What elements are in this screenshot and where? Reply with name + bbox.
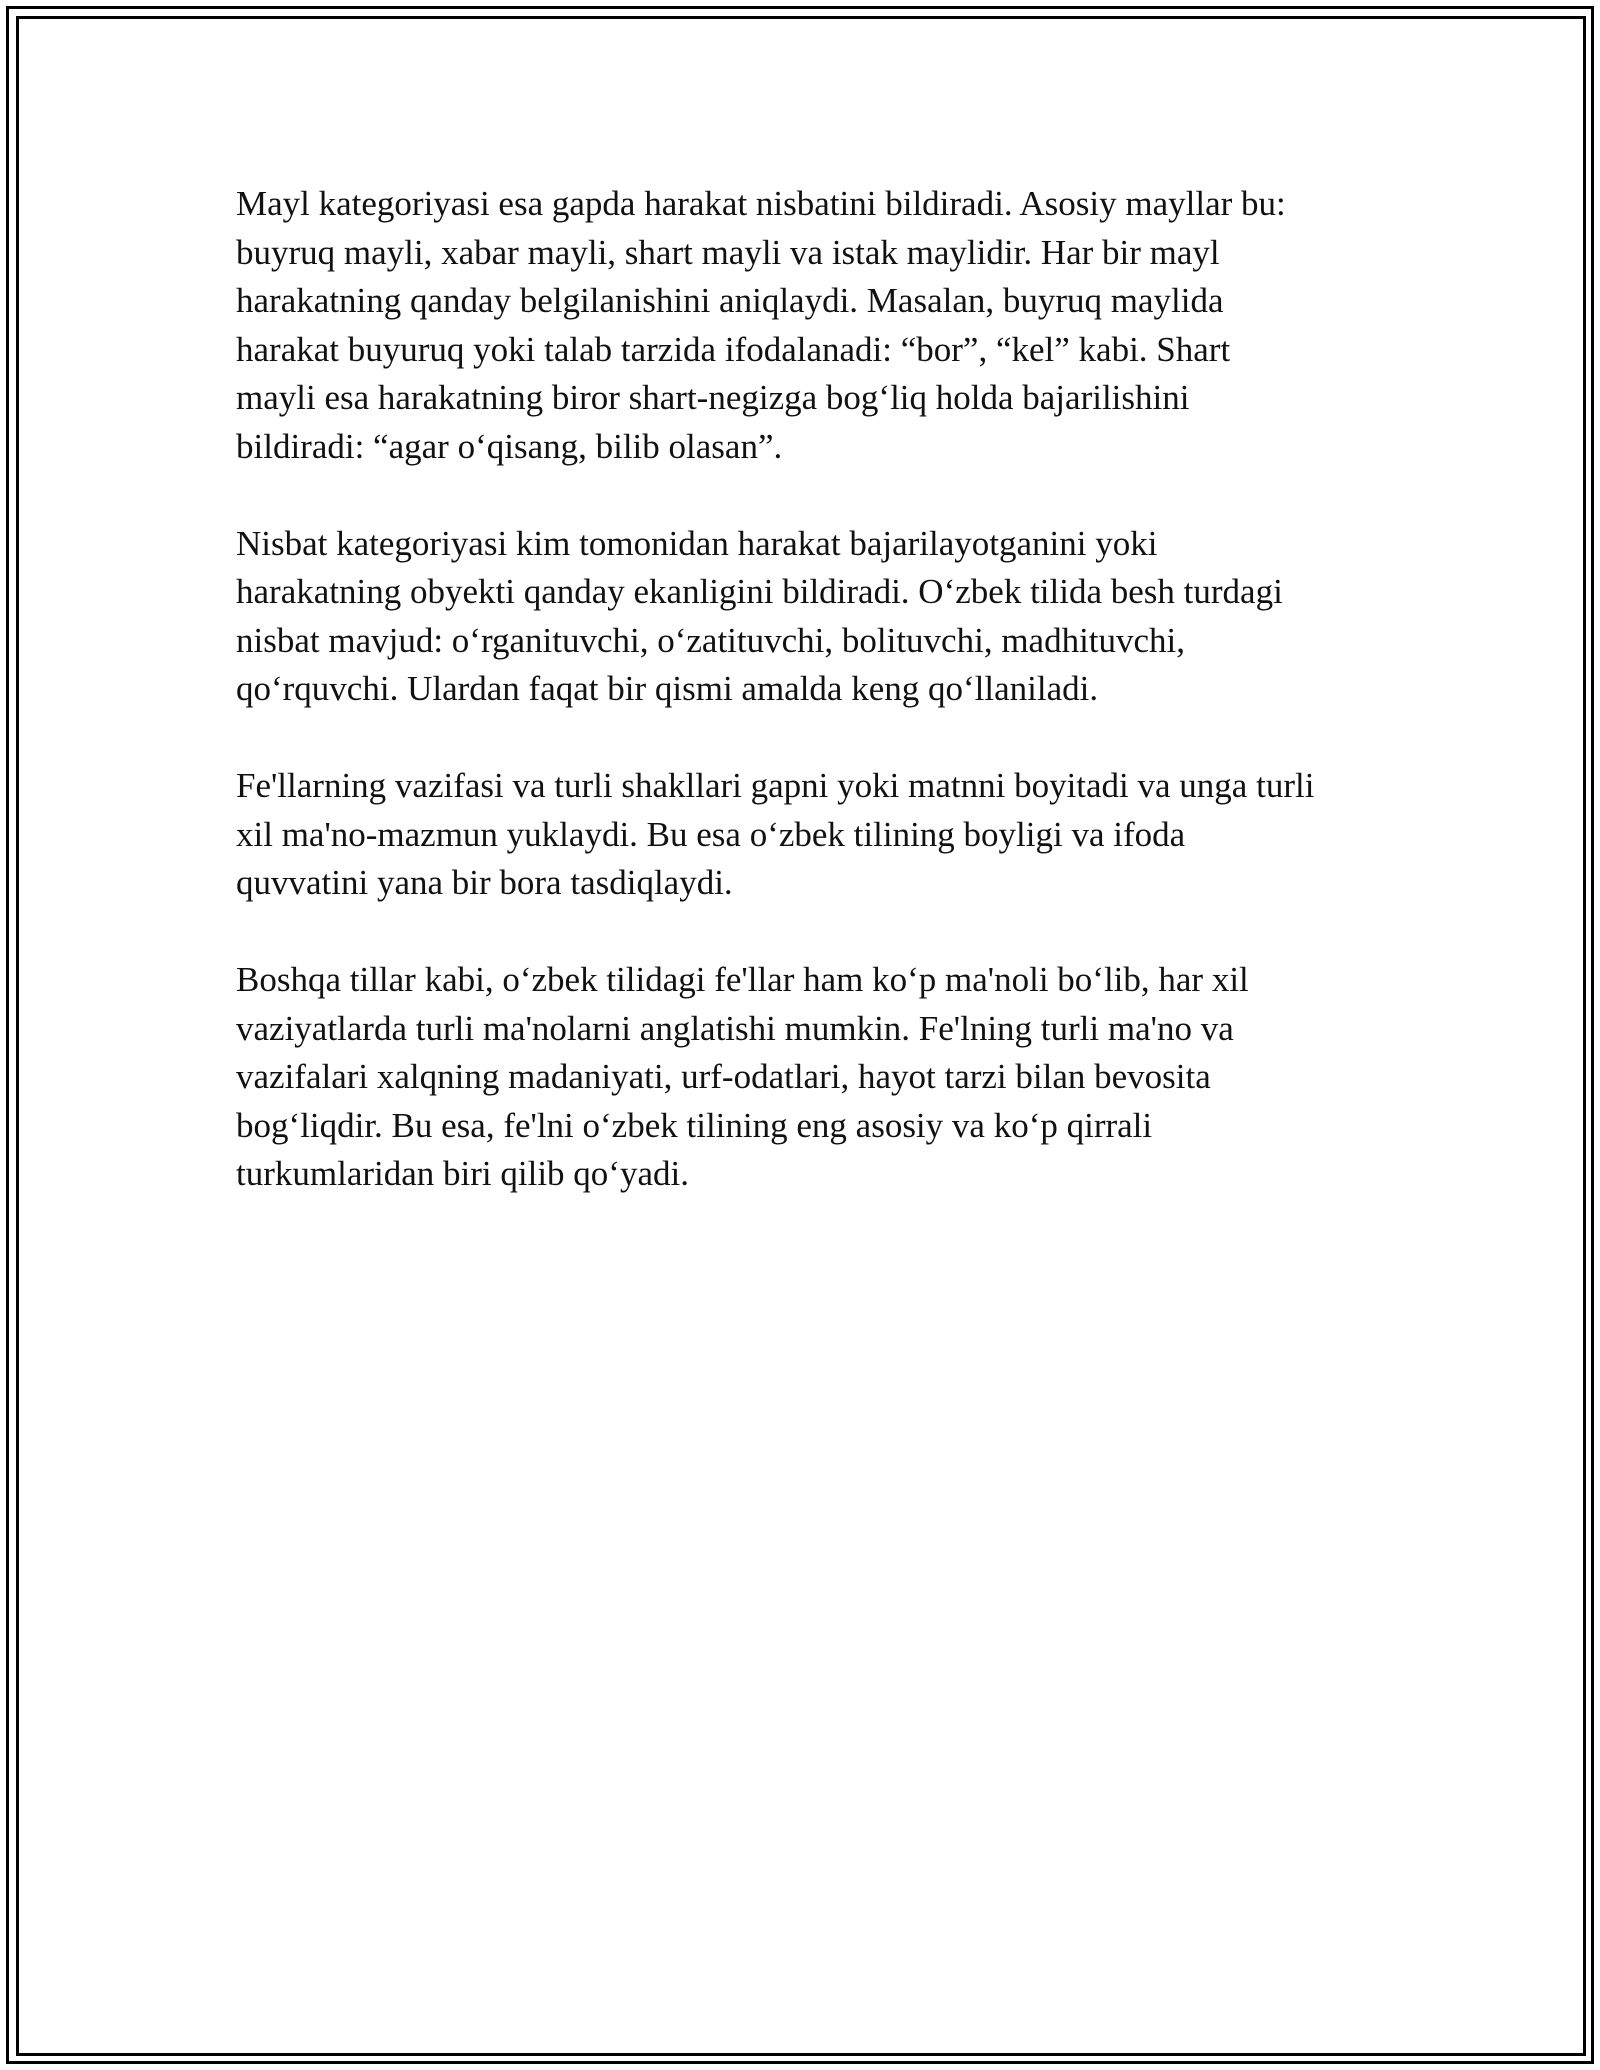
text-line: quvvatini yana bir bora tasdiqlaydi.	[236, 863, 733, 902]
text-line: harakatning qanday belgilanishini aniqlaydi. Masalan, buyruq maylida	[236, 281, 1224, 320]
paragraph-nisbat-category	[236, 520, 1396, 714]
text-line: qo‘rquvchi. Ulardan faqat bir qismi amalda keng qo‘llaniladi.	[236, 669, 1099, 708]
paragraph-verb-functions	[236, 762, 1396, 908]
text-line: harakat buyuruq yoki talab tarzida ifodalanadi: “bor”, “kel” kabi. Shart	[236, 329, 1231, 369]
text-line: buyruq mayli, xabar mayli, shart mayli va istak maylidir. Har bir mayl	[236, 232, 1220, 272]
text-line: mayli esa harakatning biror shart-negizga bog‘liq holda bajarilishini	[236, 378, 1190, 417]
paragraph-mayl-category	[236, 180, 1396, 471]
text-line: turkumlaridan biri qilib qo‘yadi.	[236, 1154, 689, 1193]
text-line: Nisbat kategoriyasi kim tomonidan harakat bajarilayotganini yoki	[236, 523, 1158, 563]
text-line: Mayl kategoriyasi esa gapda harakat nisbatini bildiradi. Asosiy mayllar bu:	[236, 184, 1286, 223]
text-line: vazifalari xalqning madaniyati, urf-odatlari, hayot tarzi bilan bevosita	[236, 1057, 1211, 1096]
text-line: vaziyatlarda turli ma'nolarni anglatishi mumkin. Fe'lning turli ma'no va	[236, 1008, 1234, 1048]
text-line: xil ma'no-mazmun yuklaydi. Bu esa o‘zbek tilining boyligi va ifoda	[236, 814, 1186, 854]
text-line: bildiradi: “agar o‘qisang, bilib olasan”.	[236, 426, 783, 466]
paragraph-verb-meanings	[236, 956, 1396, 1199]
text-line: harakatning obyekti qanday ekanligini bildiradi. O‘zbek tilida besh turdagi	[236, 572, 1283, 611]
text-line: bog‘liqdir. Bu esa, fe'lni o‘zbek tilining eng asosiy va ko‘p qirrali	[236, 1105, 1153, 1145]
text-line: nisbat mavjud: o‘rganituvchi, o‘zatituvchi, bolituvchi, madhituvchi,	[236, 620, 1186, 660]
text-line: Boshqa tillar kabi, o‘zbek tilidagi fe'llar ham ko‘p ma'noli bo‘lib, har xil	[236, 960, 1249, 999]
document-body	[236, 180, 1396, 1247]
text-line: Fe'llarning vazifasi va turli shakllari gapni yoki matnni boyitadi va unga turli	[236, 766, 1315, 805]
